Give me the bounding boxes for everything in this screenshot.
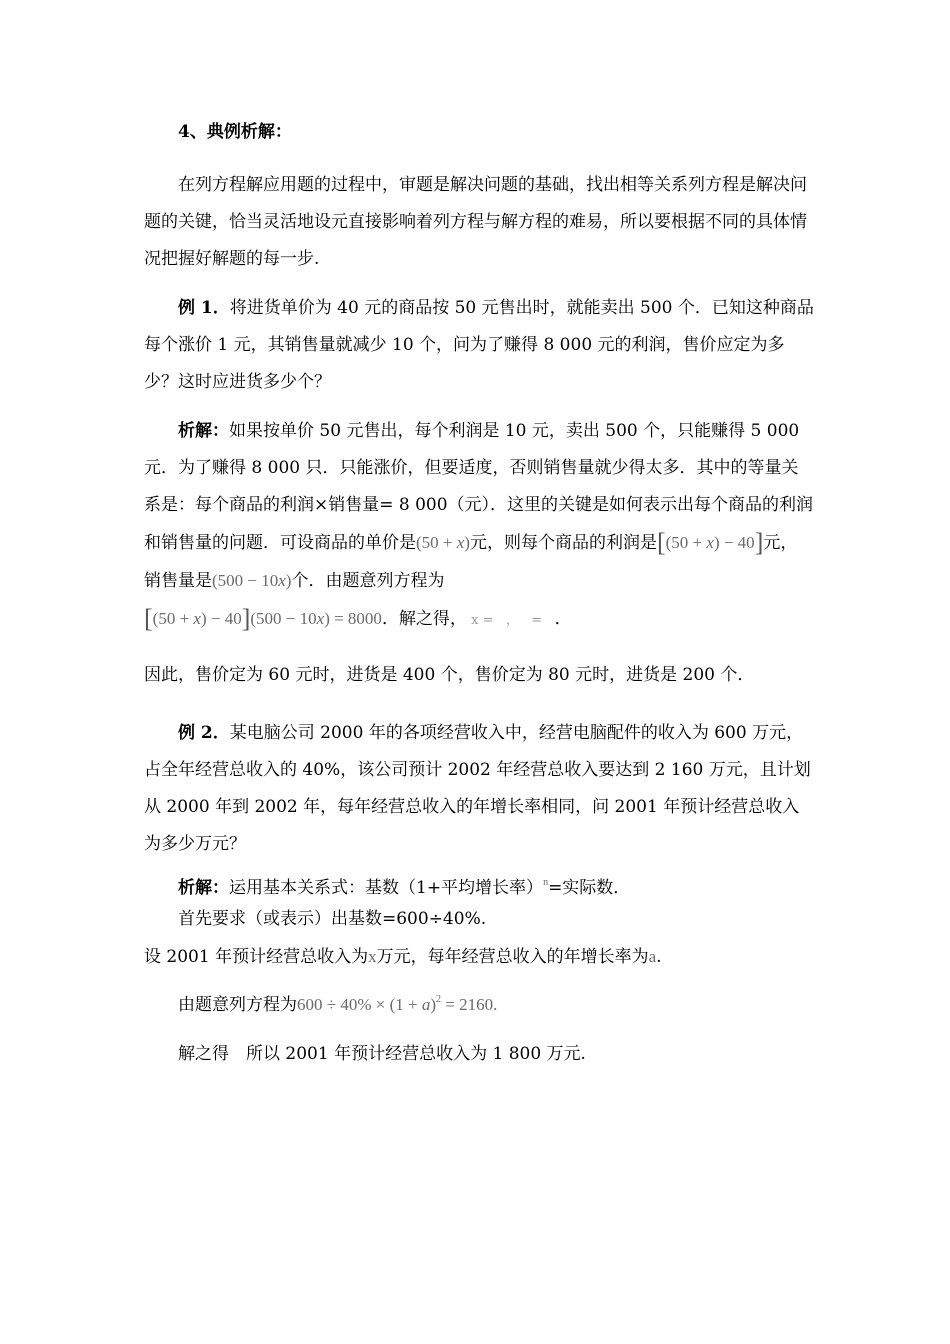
price-expression: (50 + x) bbox=[416, 533, 470, 552]
analysis-1-text-2: 元，则每个商品的利润是 bbox=[469, 533, 657, 553]
analysis-2-text-a: 运用基本关系式：基数（1+平均增长率） bbox=[229, 878, 544, 898]
analysis-1-text-3: 元，销售量是 bbox=[144, 533, 798, 591]
analysis-2-label: 析解： bbox=[178, 878, 229, 898]
section-heading-text: 4、典例析解： bbox=[178, 122, 292, 142]
conclusion-1 bbox=[144, 657, 814, 694]
exponent-n: n bbox=[543, 877, 549, 888]
example-1-label: 例 1． bbox=[178, 298, 230, 318]
analysis-2-line-3: 设 2001 年预计经营总收入为x万元，每年经营总收入的年增长率为a. bbox=[144, 947, 662, 967]
analysis-1-label: 析解： bbox=[178, 421, 229, 441]
analysis-2-line-4: 由题意列方程为$600 \div 40\% \times (1 + a)^2 = 2160$. bbox=[178, 994, 498, 1015]
intro-paragraph bbox=[144, 167, 814, 278]
intro-text: 在列方程解应用题的过程中，审题是解决问题的基础，找出相等关系列方程是解决问题的关键，恰当灵活地设元直接影响着列方程与解方程的难易，所以要根据不同的具体情况把握好解题的每一步. bbox=[144, 175, 807, 269]
conclusion-1-text: 因此，售价定为 60 元时，进货是 400 个，售价定为 80 元时，进货是 200 个． bbox=[144, 665, 755, 685]
final-answer: 解之得 所以 2001 年预计经营总收入为 1 800 万元. bbox=[178, 1044, 586, 1064]
equation-1: [(50 + x) − 40](500 − 10x) = 8000 bbox=[144, 604, 382, 633]
solution-placeholder: x = ， = bbox=[471, 613, 543, 628]
equation-2: $600 \div 40\% \times (1 + a)^2 = 2160$. bbox=[297, 994, 498, 1014]
example-2-label: 例 2． bbox=[178, 723, 230, 743]
section-heading bbox=[178, 114, 848, 151]
variable-a: a bbox=[648, 947, 657, 966]
example-1 bbox=[144, 290, 814, 401]
variable-x: x bbox=[368, 947, 377, 966]
analysis-2-line-5 bbox=[144, 1036, 814, 1073]
example-1-text: 将进货单价为 40 元的商品按 50 元售出时，就能卖出 500 个．已知这种商品每个涨价 1 元，其销售量就减少 10 个，问为了赚得 8 000 元的利润，售价应定为多少？这时应进货多少个？ bbox=[144, 298, 814, 392]
analysis-1-text-6: ． bbox=[554, 609, 572, 629]
analysis-2-line-2 bbox=[144, 901, 814, 938]
example-2 bbox=[144, 715, 814, 863]
analysis-1-text-1: 如果按单价 50 元售出，每个利润是 10 元，卖出 500 个，只能赚得 5 000 元．为了赚得 8 000 只．只能涨价，但要适度，否则销售量就少得太多．其中的等量关系是：每个商品的利润×销售量= 8 000（元）．这里的关键是如何表示出每个商品的利润和销售量的问题．可设商品的单价是 bbox=[144, 421, 814, 553]
example-2-text: 某电脑公司 2000 年的各项经营收入中，经营电脑配件的收入为 600 万元，占全年经营总收入的 40%，该公司预计 2002 年经营总收入要达到 2 160 万元，且计划从 2000 年到 2002 年，每年经营总收入的年增长率相同，问 2001 年预计经营总收入为多少万元？ bbox=[144, 723, 811, 854]
analysis-1 bbox=[144, 413, 814, 639]
sales-expression: (500 − 10x) bbox=[212, 571, 292, 590]
base-statement: 首先要求（或表示）出基数=600÷40%. bbox=[178, 909, 487, 929]
analysis-1-text-4: 个．由题意列方程为 bbox=[291, 571, 445, 591]
profit-expression: [(50 + x) − 40] bbox=[656, 528, 764, 557]
analysis-2-text-b: =实际数． bbox=[548, 878, 631, 898]
analysis-1-text-5: ．解之得， bbox=[381, 609, 467, 629]
